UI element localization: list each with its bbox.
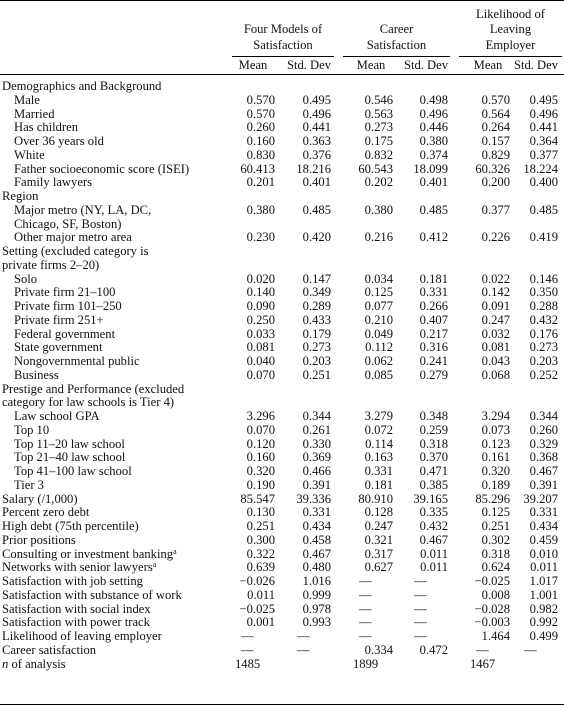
row-label: Top 11–20 law school — [14, 436, 125, 451]
row-label: Satisfaction with job setting — [2, 574, 143, 588]
std-dev-value: 0.495 — [529, 92, 558, 107]
mean-value: 0.190 — [246, 477, 275, 492]
row-label: Major metro (NY, LA, DC, — [14, 202, 152, 217]
row-label: Over 36 years old — [14, 134, 104, 148]
row-label: Top 21–40 law school — [14, 450, 126, 465]
row-label: Percent zero debt — [2, 505, 90, 520]
std-dev-value: 0.368 — [529, 450, 558, 465]
std-dev-value: 0.259 — [419, 422, 448, 437]
mean-value: 3.279 — [364, 409, 393, 423]
std-dev-value: 0.273 — [302, 340, 331, 355]
row-label: Top 10 — [14, 422, 50, 437]
mean-value: 0.112 — [365, 340, 393, 355]
std-dev-value: 0.251 — [302, 367, 331, 382]
mean-value: 85.296 — [475, 491, 510, 506]
row-label: Other major metro area — [14, 230, 132, 245]
row-label: Networks with senior lawyers$^a$ — [2, 560, 157, 575]
mean-value: 0.140 — [246, 285, 275, 300]
std-dev-value: 0.495 — [302, 92, 331, 107]
group-header-line: Career — [379, 22, 414, 36]
mean-value: 0.570 — [246, 106, 275, 121]
group-underline-3 — [459, 56, 562, 57]
mean-value: 3.296 — [246, 409, 275, 423]
mean-value: 0.123 — [481, 436, 510, 451]
mean-value: 0.247 — [481, 312, 510, 327]
std-dev-value: 0.331 — [302, 505, 331, 520]
group-underline-1 — [232, 56, 334, 57]
mean-value: 0.570 — [246, 92, 275, 107]
mean-value: 0.072 — [364, 422, 393, 437]
mean-value: 60.543 — [358, 161, 393, 176]
mean-value: 0.073 — [481, 422, 510, 437]
mean-value: 0.546 — [364, 92, 393, 107]
mean-value: 0.175 — [364, 134, 393, 148]
mean-value: 0.264 — [481, 120, 510, 135]
row-label: Private firm 101–250 — [14, 299, 122, 313]
mean-value: 0.163 — [364, 450, 393, 465]
top-rule — [0, 0, 564, 1]
mean-column-header: Mean — [356, 58, 386, 72]
row-label: Private firm 251+ — [14, 312, 104, 327]
mean-value: 0.829 — [481, 147, 510, 162]
mean-value: 0.251 — [246, 519, 275, 533]
std-dev-value: 0.480 — [302, 560, 331, 575]
std-dev-value: 0.147 — [302, 271, 331, 286]
std-dev-value: — — [414, 601, 427, 616]
std-dev-value: — — [297, 629, 310, 643]
std-dev-value: 0.434 — [529, 519, 558, 533]
std-dev-value: 0.350 — [529, 285, 558, 300]
mean-value: 0.081 — [246, 340, 275, 355]
group-header-line: Likelihood of — [476, 6, 545, 21]
group-header-line: Employer — [485, 37, 536, 52]
std-dev-value: 0.364 — [529, 134, 558, 148]
std-dev-value: 0.349 — [302, 285, 331, 300]
mean-value: 1.464 — [481, 629, 510, 643]
mean-value: 0.142 — [481, 285, 510, 300]
section-heading: category for law schools is Tier 4) — [2, 395, 175, 410]
std-dev-value: — — [414, 629, 427, 643]
mean-value: 1899 — [353, 656, 379, 671]
row-label: Private firm 21–100 — [14, 285, 116, 300]
mean-value: 0.160 — [246, 134, 275, 148]
std-dev-value: 0.335 — [419, 505, 448, 520]
std-dev-value: 0.377 — [529, 147, 558, 162]
row-label: State government — [14, 340, 103, 355]
mean-value: 0.068 — [481, 367, 510, 382]
std-dev-value: 0.344 — [529, 409, 558, 423]
std-dev-value: 0.203 — [302, 354, 331, 368]
std-dev-value: 1.017 — [529, 574, 558, 588]
mean-value: −0.025 — [239, 601, 275, 616]
mean-value: 0.090 — [246, 299, 275, 313]
std-dev-value: 0.344 — [302, 409, 331, 423]
mean-value: 0.033 — [246, 326, 275, 341]
row-label: Career satisfaction — [2, 642, 97, 657]
row-label: Salary (/1,000) — [2, 491, 78, 506]
mean-value: 0.563 — [364, 106, 393, 121]
std-dev-value: 0.999 — [302, 587, 331, 602]
std-dev-value: 0.260 — [529, 422, 558, 437]
row-label: Business — [14, 367, 59, 382]
std-dev-value: 0.318 — [419, 436, 448, 451]
std-dev-value: 0.982 — [529, 601, 558, 616]
mean-value: 0.049 — [364, 326, 393, 341]
std-dev-value: 0.434 — [302, 519, 331, 533]
std-dev-value: 39.165 — [413, 491, 448, 506]
row-label: Consulting or investment banking$^a$ — [2, 546, 177, 561]
mean-value: 0.210 — [364, 312, 393, 327]
mean-value: 0.114 — [365, 436, 393, 451]
mean-value: 0.320 — [246, 464, 275, 478]
std-dev-value: 0.217 — [419, 326, 448, 341]
mean-value: 0.157 — [481, 134, 510, 148]
mean-value: 0.627 — [364, 560, 393, 575]
std-dev-value: 0.993 — [302, 615, 331, 630]
std-dev-value: 0.458 — [302, 532, 331, 547]
std-dev-value: 0.391 — [302, 477, 331, 492]
std-dev-value: 0.407 — [419, 312, 448, 327]
mean-value: 0.032 — [481, 326, 510, 341]
row-label: n of analysis — [2, 656, 66, 671]
mean-value: 0.302 — [481, 532, 510, 547]
std-dev-value: 0.011 — [530, 560, 558, 575]
mean-value: 0.081 — [481, 340, 510, 355]
mean-value: 0.011 — [247, 587, 275, 602]
std-dev-value: 0.467 — [302, 546, 331, 561]
std-dev-value: 0.011 — [420, 546, 448, 561]
mean-value: 0.091 — [481, 299, 510, 313]
mean-value: −0.025 — [474, 574, 510, 588]
mean-value: 0.022 — [481, 271, 510, 286]
mean-value: 0.201 — [246, 175, 275, 190]
std-dev-column-header: Std. Dev — [513, 58, 559, 72]
mean-value: 0.570 — [481, 92, 510, 107]
std-dev-value: 0.330 — [302, 436, 331, 451]
row-label: Has children — [14, 120, 78, 135]
std-dev-value: 0.289 — [302, 299, 331, 313]
std-dev-value: 0.432 — [419, 519, 448, 533]
row-label: White — [14, 147, 45, 162]
mean-value: 0.189 — [481, 477, 510, 492]
mean-value: 0.062 — [364, 354, 393, 368]
std-dev-value: 0.146 — [529, 271, 558, 286]
std-dev-value: — — [414, 615, 427, 630]
group-header-line: Leaving — [489, 22, 532, 36]
mean-value: 0.181 — [364, 477, 393, 492]
mean-value: 0.832 — [364, 147, 393, 162]
mean-value: 0.070 — [246, 422, 275, 437]
std-dev-value: 0.011 — [420, 560, 448, 575]
std-dev-value: 0.978 — [302, 601, 331, 616]
std-dev-value: 0.441 — [302, 120, 331, 135]
std-dev-value: 0.498 — [419, 92, 448, 107]
row-label: Likelihood of leaving employer — [2, 629, 162, 643]
mean-value: 85.547 — [240, 491, 275, 506]
std-dev-value: 0.496 — [529, 106, 558, 121]
std-dev-value: 0.374 — [419, 147, 448, 162]
std-dev-value: 0.412 — [419, 230, 448, 245]
mean-value: 0.020 — [246, 271, 275, 286]
mean-value: 0.008 — [481, 587, 510, 602]
mean-value: 0.070 — [246, 367, 275, 382]
std-dev-value: — — [524, 642, 537, 657]
std-dev-value: — — [414, 574, 427, 588]
std-dev-value: 0.273 — [529, 340, 558, 355]
std-dev-value: 0.010 — [529, 546, 558, 561]
mean-value: — — [476, 642, 489, 657]
std-dev-value: 0.401 — [302, 175, 331, 190]
mean-value: 0.001 — [246, 615, 275, 630]
bottom-rule — [0, 704, 564, 705]
std-dev-value: 0.331 — [419, 285, 448, 300]
mean-value: 3.294 — [481, 409, 510, 423]
std-dev-value: 0.316 — [419, 340, 448, 355]
mean-value: 0.226 — [481, 230, 510, 245]
mean-value: 0.120 — [246, 436, 275, 451]
std-dev-value: 18.216 — [296, 161, 331, 176]
std-dev-value: 0.241 — [419, 354, 448, 368]
mean-value: 0.624 — [481, 560, 510, 575]
mean-value: — — [359, 601, 372, 616]
mean-value: 0.128 — [364, 505, 393, 520]
mean-value: 0.639 — [246, 560, 275, 575]
mean-value: −0.028 — [474, 601, 510, 616]
std-dev-value: 0.331 — [529, 505, 558, 520]
mean-value: 0.202 — [364, 175, 393, 190]
mean-value: 80.910 — [358, 491, 393, 506]
mean-value: 0.247 — [364, 519, 393, 533]
std-dev-value: 0.363 — [302, 134, 331, 148]
std-dev-value: 0.401 — [419, 175, 448, 190]
mean-value: 0.334 — [364, 642, 393, 657]
mean-value: 0.216 — [364, 230, 393, 245]
std-dev-value: 0.471 — [419, 464, 448, 478]
std-dev-value: — — [297, 642, 310, 657]
row-label: Nongovernmental public — [14, 354, 140, 368]
mean-value: 0.564 — [481, 106, 510, 121]
mean-value: 0.300 — [246, 532, 275, 547]
row-label: Satisfaction with substance of work — [2, 587, 182, 602]
row-label: Solo — [14, 271, 38, 286]
std-dev-value: 0.176 — [529, 326, 558, 341]
mean-value: 0.034 — [364, 271, 393, 286]
row-label: Top 41–100 law school — [14, 464, 132, 478]
std-dev-value: 0.485 — [419, 202, 448, 217]
section-heading: Setting (excluded category is — [2, 244, 149, 258]
std-dev-column-header: Std. Dev — [403, 58, 449, 72]
mean-value: 0.130 — [246, 505, 275, 520]
section-heading: Demographics and Background — [2, 79, 162, 93]
std-dev-value: 18.224 — [523, 161, 558, 176]
mean-value: 60.326 — [475, 161, 510, 176]
mean-value: 0.273 — [364, 120, 393, 135]
mean-value: — — [241, 642, 254, 657]
mean-value: 0.321 — [364, 532, 393, 547]
mean-value: 0.322 — [246, 546, 275, 561]
mean-value: 0.260 — [246, 120, 275, 135]
std-dev-value: — — [414, 587, 427, 602]
row-label: Prior positions — [2, 532, 76, 547]
std-dev-value: 0.369 — [302, 450, 331, 465]
row-label: High debt (75th percentile) — [2, 519, 139, 533]
group-underline-2 — [343, 56, 450, 57]
std-dev-value: 0.419 — [529, 230, 558, 245]
group-header-line: Satisfaction — [253, 37, 313, 52]
std-dev-value: 0.181 — [419, 271, 448, 286]
std-dev-value: 0.203 — [529, 354, 558, 368]
std-dev-value: 18.099 — [413, 161, 448, 176]
std-dev-value: 0.420 — [302, 230, 331, 245]
std-dev-value: 0.496 — [419, 106, 448, 121]
std-dev-value: 0.279 — [419, 367, 448, 382]
std-dev-value: 0.466 — [302, 464, 331, 478]
mean-value: 0.320 — [481, 464, 510, 478]
std-dev-value: 0.499 — [529, 629, 558, 643]
std-dev-value: 0.380 — [419, 134, 448, 148]
mean-value: — — [359, 629, 372, 643]
group-header-line: Satisfaction — [366, 37, 427, 52]
mean-value: −0.003 — [474, 615, 510, 630]
mean-value: 0.043 — [481, 354, 510, 368]
mean-value: 0.318 — [481, 546, 510, 561]
row-label: Chicago, SF, Boston) — [14, 216, 122, 231]
group-header-3 — [457, 7, 564, 54]
footnote-marker: a — [152, 560, 157, 570]
mean-value: −0.026 — [239, 574, 275, 588]
mean-value: 0.160 — [246, 450, 275, 465]
mean-value: 0.125 — [364, 285, 393, 300]
std-dev-value: 0.467 — [419, 532, 448, 547]
std-dev-value: 1.016 — [302, 574, 331, 588]
std-dev-value: 0.467 — [529, 464, 558, 478]
std-dev-value: 0.348 — [419, 409, 448, 423]
section-heading: Region — [2, 189, 39, 203]
section-heading: Prestige and Performance (excluded — [2, 381, 185, 396]
mean-value: 0.200 — [481, 175, 510, 190]
mean-value: 0.250 — [246, 312, 275, 327]
mean-value: 0.161 — [481, 450, 510, 465]
std-dev-value: 0.433 — [302, 312, 331, 327]
row-label: Federal government — [14, 326, 116, 341]
std-dev-value: 0.266 — [419, 299, 448, 313]
std-dev-value: 0.441 — [529, 120, 558, 135]
std-dev-value: 0.370 — [419, 450, 448, 465]
std-dev-value: 39.336 — [296, 491, 331, 506]
row-label: Male — [14, 92, 40, 107]
std-dev-value: 0.496 — [302, 106, 331, 121]
row-label: Family lawyers — [14, 175, 92, 190]
std-dev-column-header: Std. Dev — [286, 58, 332, 72]
row-label: Satisfaction with power track — [2, 615, 150, 630]
mean-value: 0.317 — [364, 546, 393, 561]
mean-value: 0.251 — [481, 519, 510, 533]
mean-value: 60.413 — [240, 161, 275, 176]
row-label: Law school GPA — [14, 409, 100, 423]
mean-column-header: Mean — [238, 58, 268, 72]
section-heading: private firms 2–20) — [2, 257, 100, 272]
std-dev-value: 0.288 — [529, 299, 558, 313]
std-dev-value: 0.485 — [302, 202, 331, 217]
group-header-2 — [341, 22, 452, 53]
std-dev-value: 0.261 — [302, 422, 331, 437]
std-dev-value: 0.485 — [529, 202, 558, 217]
mean-value: 0.331 — [364, 464, 393, 478]
group-header-1 — [230, 22, 336, 53]
mean-value: 0.380 — [246, 202, 275, 217]
std-dev-value: 0.459 — [529, 532, 558, 547]
group-header-line: Four Models of — [243, 22, 323, 36]
std-dev-value: 0.400 — [529, 175, 558, 190]
row-label: Tier 3 — [14, 477, 44, 492]
mean-value: — — [359, 587, 372, 602]
mean-value: — — [241, 629, 254, 643]
footnote-marker: a — [173, 546, 177, 556]
std-dev-value: 0.376 — [302, 147, 331, 162]
std-dev-value: 0.992 — [529, 615, 558, 630]
std-dev-value: 0.472 — [419, 642, 448, 657]
mean-value: 0.125 — [481, 505, 510, 520]
std-dev-value: 39.207 — [523, 491, 558, 506]
std-dev-value: 0.385 — [419, 477, 448, 492]
row-label: Father socioeconomic score (ISEI) — [14, 161, 190, 176]
mean-value: 0.377 — [481, 202, 510, 217]
std-dev-value: 1.001 — [529, 587, 558, 602]
row-label: Satisfaction with social index — [2, 601, 151, 616]
mean-value: 0.040 — [246, 354, 275, 368]
mean-value: 1467 — [470, 656, 496, 671]
std-dev-value: 0.446 — [419, 120, 448, 135]
mean-column-header: Mean — [473, 58, 503, 72]
mean-value: 0.830 — [246, 147, 275, 162]
mean-value: — — [359, 615, 372, 630]
mean-value: 0.230 — [246, 230, 275, 245]
std-dev-value: 0.252 — [529, 367, 558, 382]
std-dev-value: 0.329 — [529, 436, 558, 451]
std-dev-value: 0.391 — [529, 477, 558, 492]
std-dev-value: 0.432 — [529, 312, 558, 327]
mean-value: 0.380 — [364, 202, 393, 217]
header-bottom-rule — [0, 74, 564, 75]
mean-value: 0.085 — [364, 367, 393, 382]
std-dev-value: 0.179 — [302, 326, 331, 341]
mean-value: 0.077 — [364, 299, 393, 313]
mean-value: 1485 — [235, 656, 261, 671]
row-label: Married — [14, 106, 55, 121]
mean-value: — — [359, 574, 372, 588]
